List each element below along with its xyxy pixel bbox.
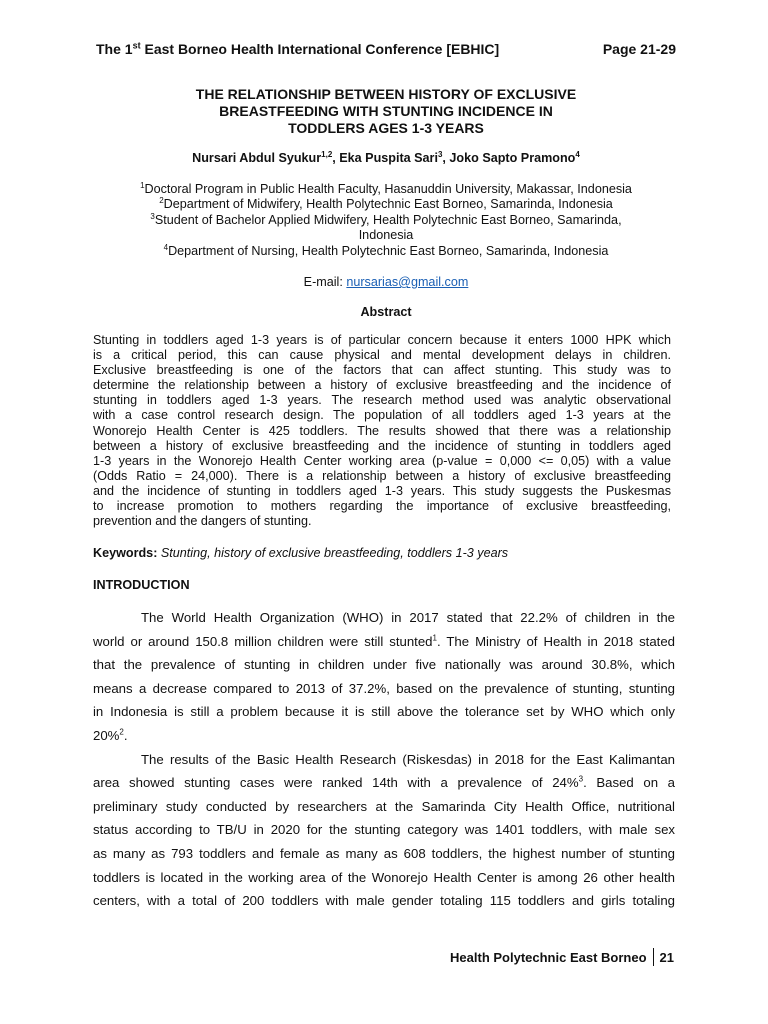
affiliation: $^4$Department of Nursing, Health Polytechnic East Borneo, Samarinda, Indonesia <box>163 242 609 258</box>
body-line: world or around 150.8 million children were still stunted$^1$. The Ministry of Health in 2018 stated <box>93 633 675 649</box>
body-line: means a decrease compared to 2013 of 37.2%, based on the prevalence of stunting, stunting <box>93 680 675 696</box>
abstract-line: Wonorejo Health Center is 425 toddlers. The results showed that there was a relationship <box>93 423 671 438</box>
section-heading-introduction: INTRODUCTION <box>93 578 190 592</box>
keywords-text: Stunting, history of exclusive breastfeeding, toddlers 1-3 years <box>157 546 509 560</box>
body-line: area showed stunting cases were ranked 14th with a prevalence of 24%$^3$. Based on a <box>93 774 675 791</box>
page-number: 21 <box>659 949 674 965</box>
running-header <box>96 41 676 57</box>
abstract-line: Exclusive breastfeeding is one of the factors that can affect stunting. This study was to <box>93 363 671 378</box>
body-line: in Indonesia is still a problem because it is still above the tolerance set by WHO which only <box>93 704 675 720</box>
abstract-line: prevention and the dangers of stunting. <box>93 514 312 529</box>
body-line: toddlers is located in the working area of the Wonorejo Health Center is among 26 other health <box>93 869 675 885</box>
citation-marker: 3 <box>578 774 584 784</box>
author-affiliation-mark: 1,2 <box>321 150 333 159</box>
title-line: BREASTFEEDING WITH STUNTING INCIDENCE IN <box>219 103 553 119</box>
abstract-heading: Abstract <box>360 305 412 319</box>
body-line: 20%$^2$. <box>93 727 128 743</box>
affiliation: $^3$Student of Bachelor Applied Midwifery, Health Polytechnic East Borneo, Samarinda, <box>150 211 622 227</box>
body-line: centers, with a total of 200 toddlers with male gender totaling 115 toddlers and girls totaling <box>93 893 675 909</box>
affiliation-list <box>96 182 676 259</box>
paper-title <box>96 86 676 137</box>
footer-institution: Health Polytechnic East Borneo <box>450 949 647 965</box>
conference-name: The 1st East Borneo Health International Conference [EBHIC] <box>96 40 500 57</box>
page-range: Page 21-29 <box>602 41 676 57</box>
author-name: Nursari Abdul Syukur <box>192 151 322 166</box>
affiliation: $^2$Department of Midwifery, Health Polytechnic East Borneo, Samarinda, Indonesia <box>159 196 613 212</box>
affiliation: $^1$Doctoral Program in Public Health Faculty, Hasanuddin University, Makassar, Indonesia <box>140 180 632 196</box>
abstract-line: 1-3 years in the Wonorejo Health Center working area (p-value = 0,000 <= 0,05) with a value <box>93 453 671 468</box>
author-list: Nursari Abdul Syukur$^{1,2}$, Eka Puspita Sari$^3$, Joko Sapto Pramono$^4$ <box>192 150 580 166</box>
introduction-body <box>93 606 675 913</box>
contact-email <box>96 275 676 289</box>
title-line: TODDLERS AGES 1-3 YEARS <box>288 120 484 136</box>
keywords <box>93 546 673 560</box>
email-label: E-mail: <box>303 275 347 289</box>
author-affiliation-mark: 3 <box>437 150 443 159</box>
keywords-label: Keywords: <box>93 546 158 560</box>
abstract-line: between a history of exclusive breastfeeding and the incidence of stunting in toddlers aged <box>93 438 671 453</box>
abstract-line: to increase promotion to mothers regarding the importance of exclusive breastfeeding, <box>93 499 671 514</box>
body-line: preliminary study conducted by researchers at the Samarinda City Health Office, nutritional <box>93 798 675 814</box>
abstract-line: Stunting in toddlers aged 1-3 years is of particular concern because it enters 1000 HPK which <box>93 333 671 347</box>
abstract-body <box>93 333 671 529</box>
author-name: Eka Puspita Sari <box>339 151 438 166</box>
body-line: as many as 793 toddlers and female as many as 608 toddlers, the highest number of stunting <box>93 845 675 861</box>
email-link[interactable]: nursarias@gmail.com <box>346 275 469 289</box>
citation-marker: 2 <box>119 727 124 737</box>
author-name: Joko Sapto Pramono <box>449 151 576 166</box>
affiliation: Indonesia <box>358 228 414 243</box>
author-affiliation-mark: 4 <box>575 150 580 159</box>
abstract-line: is a critical period, this can cause physical and mental development delays in children. <box>93 348 671 363</box>
page-footer <box>450 948 674 966</box>
body-line: The results of the Basic Health Research (Riskesdas) in 2018 for the East Kalimantan <box>141 751 675 767</box>
abstract-line: with a case control research design. The population of all toddlers aged 1-3 years at the <box>93 408 671 423</box>
body-line: The World Health Organization (WHO) in 2017 stated that 22.2% of children in the <box>141 610 675 625</box>
footer-divider <box>653 948 654 966</box>
abstract-line: and the incidence of stunting in toddlers aged 1-3 years. This study suggests the Puskesmas <box>93 483 671 498</box>
abstract-line: (Odds Ratio = 24,000). There is a relationship between a history of exclusive breastfeeding <box>93 468 671 483</box>
body-line: status according to TB/U in 2020 for the stunting category was 1401 toddlers, with male sex <box>93 822 675 838</box>
body-line: that the prevalence of stunting in children under five nationally was around 30.8%, which <box>93 657 675 673</box>
abstract-line: stunting in toddlers aged 1-3 years. The research method used was analytic observational <box>93 393 671 408</box>
title-line: THE RELATIONSHIP BETWEEN HISTORY OF EXCLUSIVE <box>195 86 577 102</box>
abstract-line: determine the relationship between a history of exclusive breastfeeding and the incidence of <box>93 378 671 393</box>
citation-marker: 1 <box>432 633 437 643</box>
